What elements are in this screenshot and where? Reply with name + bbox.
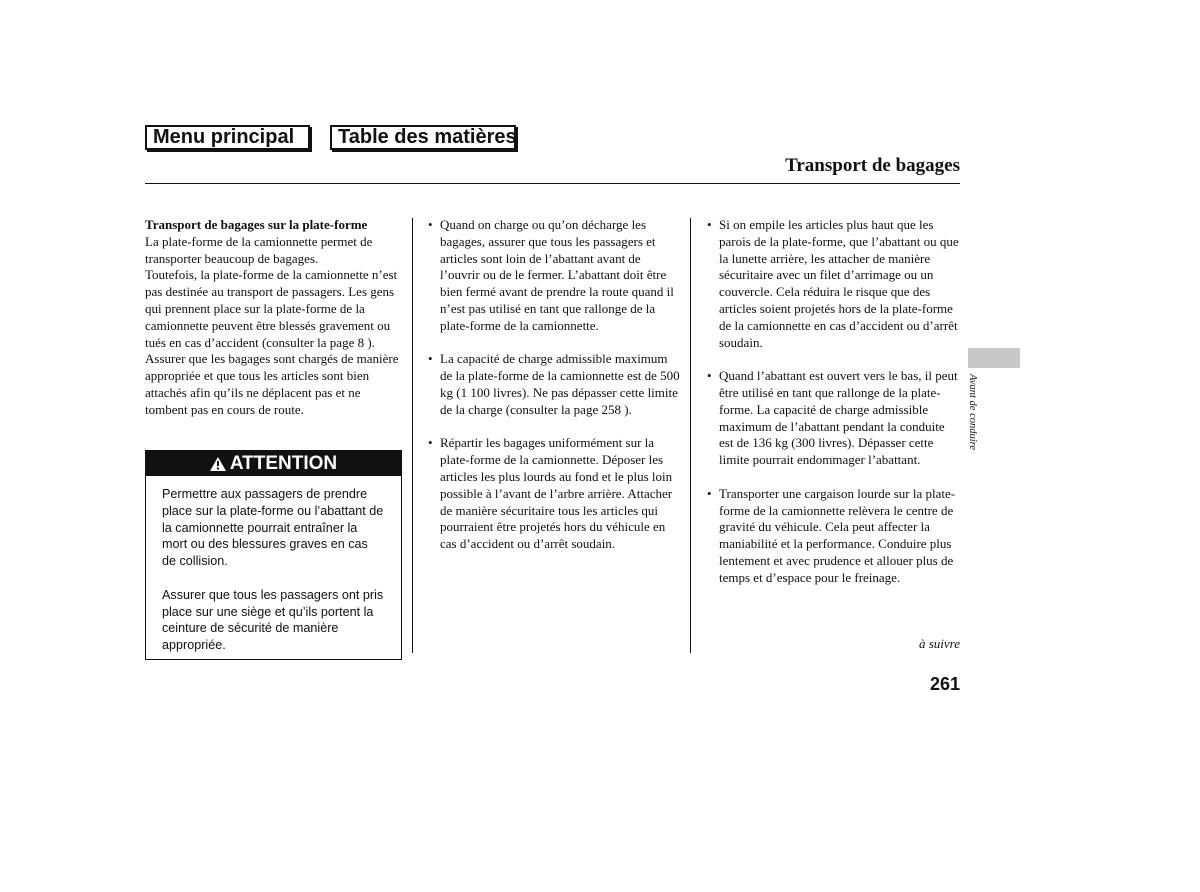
bullet-icon: • <box>707 485 712 501</box>
attention-body <box>146 476 401 654</box>
bullet-text: Répartir les bagages uniformément sur la plate-forme de la camionnette. Déposer les articles les plus lourds au fond et le plus loin possible à l’avant de l’arbre arrière. Attacher de manière sécuritaire tous les articles qui pourraient être projetés hors du véhicule en cas d’accident ou d’arrêt soudain. <box>440 435 673 552</box>
bullet-text: Quand l’abattant est ouvert vers le bas, il peut être utilisé en tant que rallonge de la plate-forme. La capacité de charge admissible maximum de l’abattant pendant la conduite est de 136 kg (300 livres). Dépasser cette limite pourrait endommager l’abattant. <box>719 368 958 468</box>
section-side-label: Avant de conduire <box>967 374 978 451</box>
section-side-tab <box>968 348 1020 368</box>
bullet-text: Si on empile les articles plus haut que les parois de la plate-forme, que l’abattant ou que la lunette arrière, les attacher de manière sécuritaire avec un filet d’arrimage ou un couvercle. Cela réduira le risque que des articles soient projetés hors de la plate-forme de la camionnette en cas d’accident ou d’arrêt soudain. <box>719 217 959 350</box>
bullet-text: Transporter une cargaison lourde sur la plate-forme de la camionnette relèvera le centre de gravité du véhicule. Cela peut affecter la maniabilité et la performance. Conduire plus lentement et avec prudence et allouer plus de temps et d’espace pour le freinage. <box>719 485 956 585</box>
bullet-item <box>428 435 683 553</box>
column-divider <box>412 218 413 653</box>
column-3 <box>707 217 960 603</box>
page-title: Transport de bagages <box>785 155 960 176</box>
bullet-item <box>707 368 960 469</box>
bullet-icon: • <box>707 368 712 384</box>
page-number: 261 <box>929 674 960 694</box>
paragraph: Toutefois, la plate-forme de la camionnette n’est pas destinée au transport de passagers. Les gens qui prennent place sur la plate-forme de la camionnette peuvent être blessés gravement ou tués en cas d’accident (consulter la page 8 ). <box>145 267 398 350</box>
bullet-text: La capacité de charge admissible maximum de la plate-forme de la camionnette est de 500 kg (1 100 livres). Ne pas dépasser cette limite de la charge (consulter la page 258 ). <box>440 351 680 417</box>
attention-paragraph: Assurer que tous les passagers ont pris place sur une siège et qu’ils portent la ceinture de sécurité de manière appropriée. <box>162 587 384 653</box>
attention-box <box>145 450 402 660</box>
section-subheading: Transport de bagages sur la plate-forme <box>145 217 368 232</box>
continued-note: à suivre <box>918 636 960 651</box>
bullet-text: Quand on charge ou qu’on décharge les bagages, assurer que tous les passagers et articles sont loin de l’abattant avant de l’ouvrir ou de le fermer. L’abattant doit être bien fermé avant de prendre la route quand il n’est pas utilisé en tant que rallonge de la plate-forme de la camionnette. <box>440 217 674 333</box>
warning-icon <box>210 457 226 471</box>
bullet-item <box>707 217 960 351</box>
bullet-icon: • <box>428 217 433 232</box>
bullet-item <box>707 486 960 587</box>
paragraph: La plate-forme de la camionnette permet de transporter beaucoup de bagages. <box>145 233 373 266</box>
bullet-item <box>428 351 683 418</box>
column-1 <box>145 217 403 419</box>
attention-header <box>146 451 401 476</box>
column-divider <box>690 218 691 653</box>
table-of-contents-button[interactable]: Table des matières <box>330 125 516 150</box>
attention-label: ATTENTION <box>229 453 338 474</box>
header-rule <box>145 183 960 184</box>
bullet-icon: • <box>428 351 433 367</box>
paragraph: Assurer que les bagages sont chargés de manière appropriée et que tous les articles sont bien attachés afin qu’ils ne déplacent pas et ne tombent pas en cours de route. <box>145 351 399 417</box>
attention-paragraph: Permettre aux passagers de prendre place sur la plate-forme ou l’abattant de la camionnette pourrait entraîner la mort ou des blessures graves en cas de collision. <box>162 487 384 569</box>
bullet-item <box>428 217 683 335</box>
column-2 <box>428 217 683 570</box>
bullet-icon: • <box>707 217 712 232</box>
bullet-icon: • <box>428 435 433 451</box>
main-menu-button[interactable]: Menu principal <box>145 125 310 150</box>
